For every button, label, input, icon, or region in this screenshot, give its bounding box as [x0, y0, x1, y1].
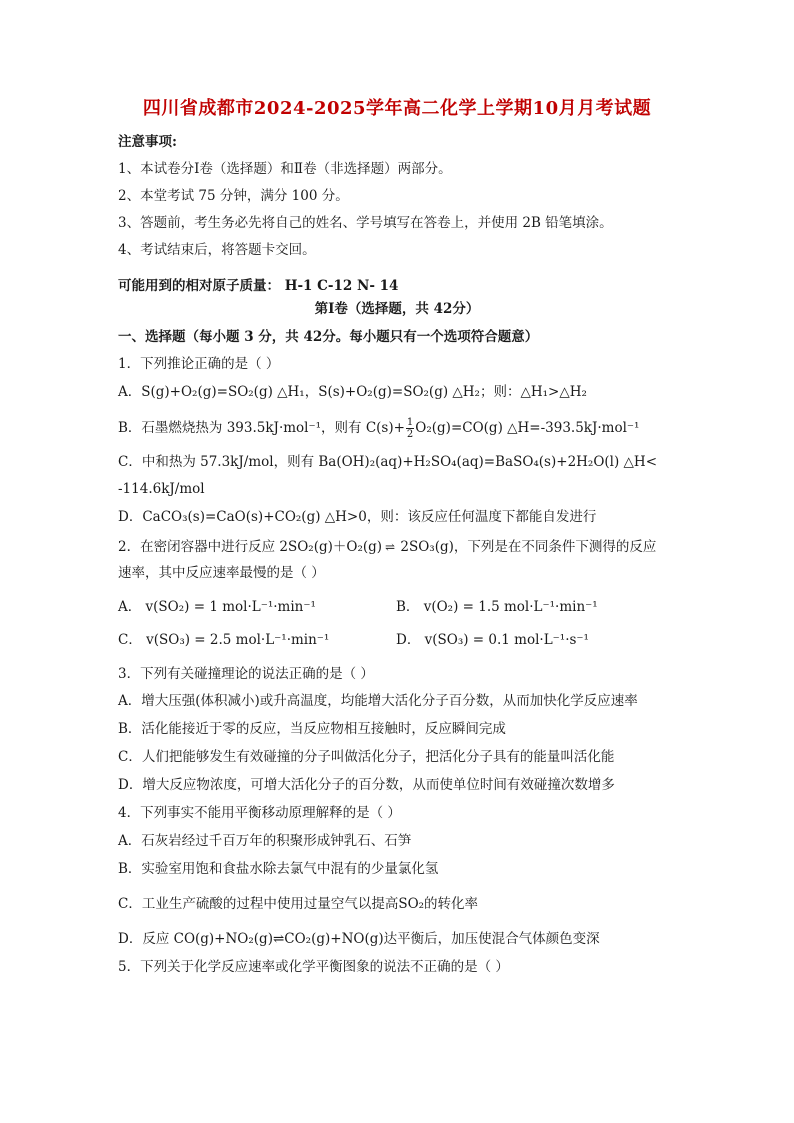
- notice-item-3: 3、答题前，考生务必先将自己的姓名、学号填写在答卷上，并使用 2B 铅笔填涂。: [118, 215, 613, 231]
- q1-option-c: C．中和热为 57.3kJ/mol，则有 Ba(OH)₂(aq)+H₂SO₄(aq)=BaSO₄(s)+2H₂O(l) △H<: [118, 454, 658, 470]
- q2-stem-post: 2SO₃(g)，下列是在不同条件下测得的反应: [396, 539, 657, 555]
- q1-b-fraction: [406, 417, 414, 440]
- q3-stem: 3．下列有关碰撞理论的说法正确的是（ ）: [118, 666, 374, 682]
- q2-stem-cont: 速率，其中反应速率最慢的是（ ）: [118, 565, 325, 581]
- section1-heading: 第Ⅰ卷（选择题，共 42分）: [314, 301, 480, 317]
- notice-heading: 注意事项:: [118, 134, 177, 150]
- q3-option-a: A．增大压强(体积减小)或升高温度，均能增大活化分子百分数，从而加快化学反应速率: [118, 693, 638, 709]
- q2-stem: [118, 538, 656, 556]
- q2-option-c: C． v(SO₃) = 2.5 mol·L⁻¹·min⁻¹: [118, 632, 330, 648]
- q1-stem: 1．下列推论正确的是（ ）: [118, 356, 280, 372]
- q1-option-c-cont: -114.6kJ/mol: [118, 481, 205, 497]
- q2-stem-pre: 2．在密闭容器中进行反应 2SO₂(g)＋O₂(g): [118, 539, 383, 555]
- notice-item-4: 4、考试结束后，将答题卡交回。: [118, 242, 316, 258]
- q2-option-a: A． v(SO₂) = 1 mol·L⁻¹·min⁻¹: [118, 599, 316, 615]
- q5-stem: 5．下列关于化学反应速率或化学平衡图象的说法不正确的是（ ）: [118, 959, 509, 975]
- q2-option-b: B． v(O₂) = 1.5 mol·L⁻¹·min⁻¹: [396, 599, 598, 615]
- q4-option-c: C．工业生产硫酸的过程中使用过量空气以提高SO₂的转化率: [118, 896, 479, 912]
- q1-b-text-post: O₂(g)=CO(g) △H=-393.5kJ·mol⁻¹: [415, 420, 640, 436]
- q1-option-b: [118, 417, 639, 440]
- q4-option-d: D．反应 CO(g)+NO₂(g)⇌CO₂(g)+NO(g)达平衡后，加压使混合气体颜色变深: [118, 931, 600, 947]
- part1-heading: 一、选择题（每小题 3 分，共 42分。每小题只有一个选项符合题意）: [118, 329, 539, 345]
- equilibrium-arrow-icon: ⇌: [385, 540, 394, 554]
- q4-option-a: A．石灰岩经过千百万年的积聚形成钟乳石、石笋: [118, 833, 412, 849]
- q4-stem: 4．下列事实不能用平衡移动原理解释的是（ ）: [118, 805, 401, 821]
- notice-item-2: 2、本堂考试 75 分钟，满分 100 分。: [118, 188, 349, 204]
- notice-item-1: 1、本试卷分Ⅰ卷（选择题）和Ⅱ卷（非选择题）两部分。: [118, 161, 452, 177]
- q3-option-b: B．活化能接近于零的反应，当反应物相互接触时，反应瞬间完成: [118, 721, 506, 737]
- q3-option-d: D．增大反应物浓度，可增大活化分子的百分数，从而使单位时间有效碰撞次数增多: [118, 777, 615, 793]
- q1-b-numerator: 1: [406, 417, 414, 428]
- q3-option-c: C．人们把能够发生有效碰撞的分子叫做活化分子，把活化分子具有的能量叫活化能: [118, 749, 615, 765]
- q4-option-b: B．实验室用饱和食盐水除去氯气中混有的少量氯化氢: [118, 861, 439, 877]
- q1-b-denominator: 2: [406, 429, 414, 440]
- q1-option-a: A．S(g)+O₂(g)=SO₂(g) △H₁，S(s)+O₂(g)=SO₂(g) △H₂；则：△H₁>△H₂: [118, 384, 587, 400]
- page-title: 四川省成都市2024-2025学年高二化学上学期10月月考试题: [142, 98, 652, 119]
- q2-option-d: D． v(SO₃) = 0.1 mol·L⁻¹·s⁻¹: [396, 632, 589, 648]
- q1-b-text-pre: B．石墨燃烧热为 393.5kJ·mol⁻¹，则有 C(s)+: [118, 420, 405, 436]
- atomic-masses: 可能用到的相对原子质量： H-1 C-12 N- 14: [118, 278, 399, 294]
- q1-option-d: D．CaCO₃(s)=CaO(s)+CO₂(g) △H>0，则：该反应任何温度下都能自发进行: [118, 509, 597, 525]
